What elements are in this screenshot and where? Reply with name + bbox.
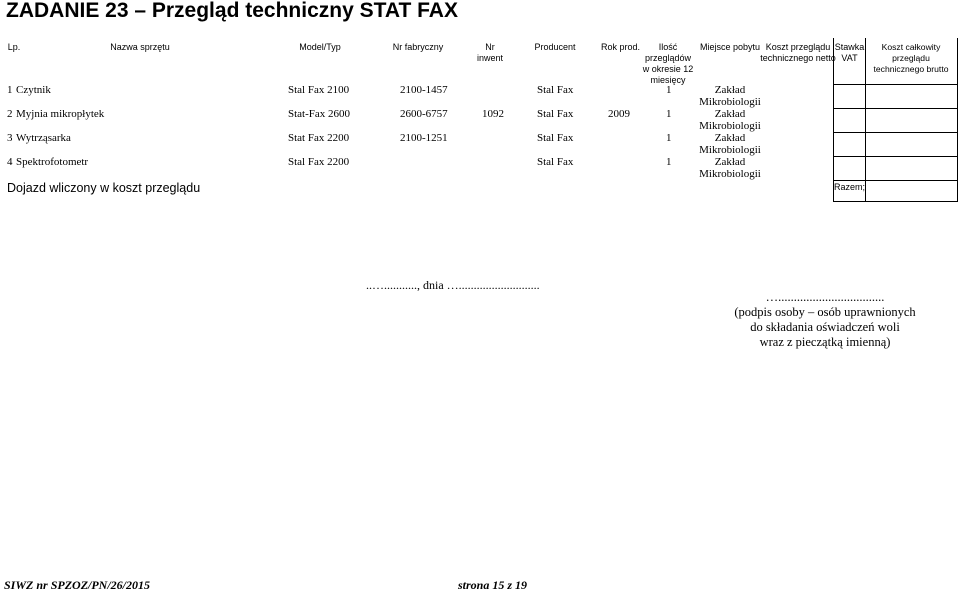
header-producer: Producent (534, 42, 576, 52)
row-4-lp: 4 (7, 156, 13, 168)
header-inventory: Nr inwent (476, 42, 503, 63)
row-1-qty: 1 (666, 84, 672, 96)
row-2-serial: 2600-6757 (400, 108, 448, 120)
row-1-serial: 2100-1457 (400, 84, 448, 96)
row-2-year: 2009 (608, 108, 630, 120)
header-serial: Nr fabryczny (392, 42, 444, 52)
footer-page-number: strona 15 z 19 (458, 578, 528, 592)
row-2-qty: 1 (666, 108, 672, 120)
date-line: ..…..........., dnia …........................... (366, 278, 540, 292)
total-label: Razem; (834, 182, 866, 192)
row-2-lp: 2 (7, 108, 13, 120)
row-3-lp: 3 (7, 132, 13, 144)
table-borders (0, 0, 960, 210)
header-year: Rok prod. (600, 42, 641, 52)
row-1-name: Czytnik (16, 84, 51, 96)
row-3-serial: 2100-1251 (400, 132, 448, 144)
row-2-inventory: 1092 (482, 108, 504, 120)
row-1-lp: 1 (7, 84, 13, 96)
row-3-model: Stat Fax 2200 (288, 132, 350, 144)
page-title: ZADANIE 23 – Przegląd techniczny STAT FAX (6, 0, 458, 22)
row-3-producer: Stal Fax (537, 132, 574, 144)
row-4-model: Stal Fax 2200 (288, 156, 350, 168)
row-1-producer: Stal Fax (537, 84, 574, 96)
row-3-qty: 1 (666, 132, 672, 144)
header-lp: Lp. (7, 42, 21, 52)
header-name: Nazwa sprzętu (110, 42, 170, 52)
row-4-name: Spektrofotometr (16, 156, 89, 168)
row-4-place: Zakład Mikrobiologii (699, 156, 761, 180)
row-3-name: Wytrząsarka (16, 132, 71, 144)
row-1-model: Stal Fax 2100 (288, 84, 350, 96)
row-3-place: Zakład Mikrobiologii (699, 132, 761, 156)
row-2-model: Stat-Fax 2600 (288, 108, 351, 120)
row-4-producer: Stal Fax (537, 156, 574, 168)
header-net-cost: Koszt przeglądu technicznego netto (760, 42, 836, 63)
travel-note: Dojazd wliczony w koszt przeglądu (7, 181, 201, 195)
header-gross-cost: Koszt całkowity przeglądu technicznego brutto (873, 42, 949, 74)
row-2-place: Zakład Mikrobiologii (699, 108, 761, 132)
footer-reference: SIWZ nr SPZOZ/PN/26/2015 (4, 578, 151, 592)
header-vat: Stawka VAT (834, 42, 865, 63)
header-model: Model/Typ (299, 42, 341, 52)
row-2-name: Myjnia mikropłytek (16, 108, 105, 120)
signature-block: ….................................. (podpis osoby – osób uprawnionych do składania oświadczeń woli wraz z pieczątką imienną) (734, 290, 916, 349)
row-2-producer: Stal Fax (537, 108, 574, 120)
header-place: Miejsce pobytu (699, 42, 761, 52)
row-1-place: Zakład Mikrobiologii (699, 84, 761, 108)
header-qty: Ilość przeglądów w okresie 12 miesięcy (642, 42, 694, 85)
row-4-qty: 1 (666, 156, 672, 168)
